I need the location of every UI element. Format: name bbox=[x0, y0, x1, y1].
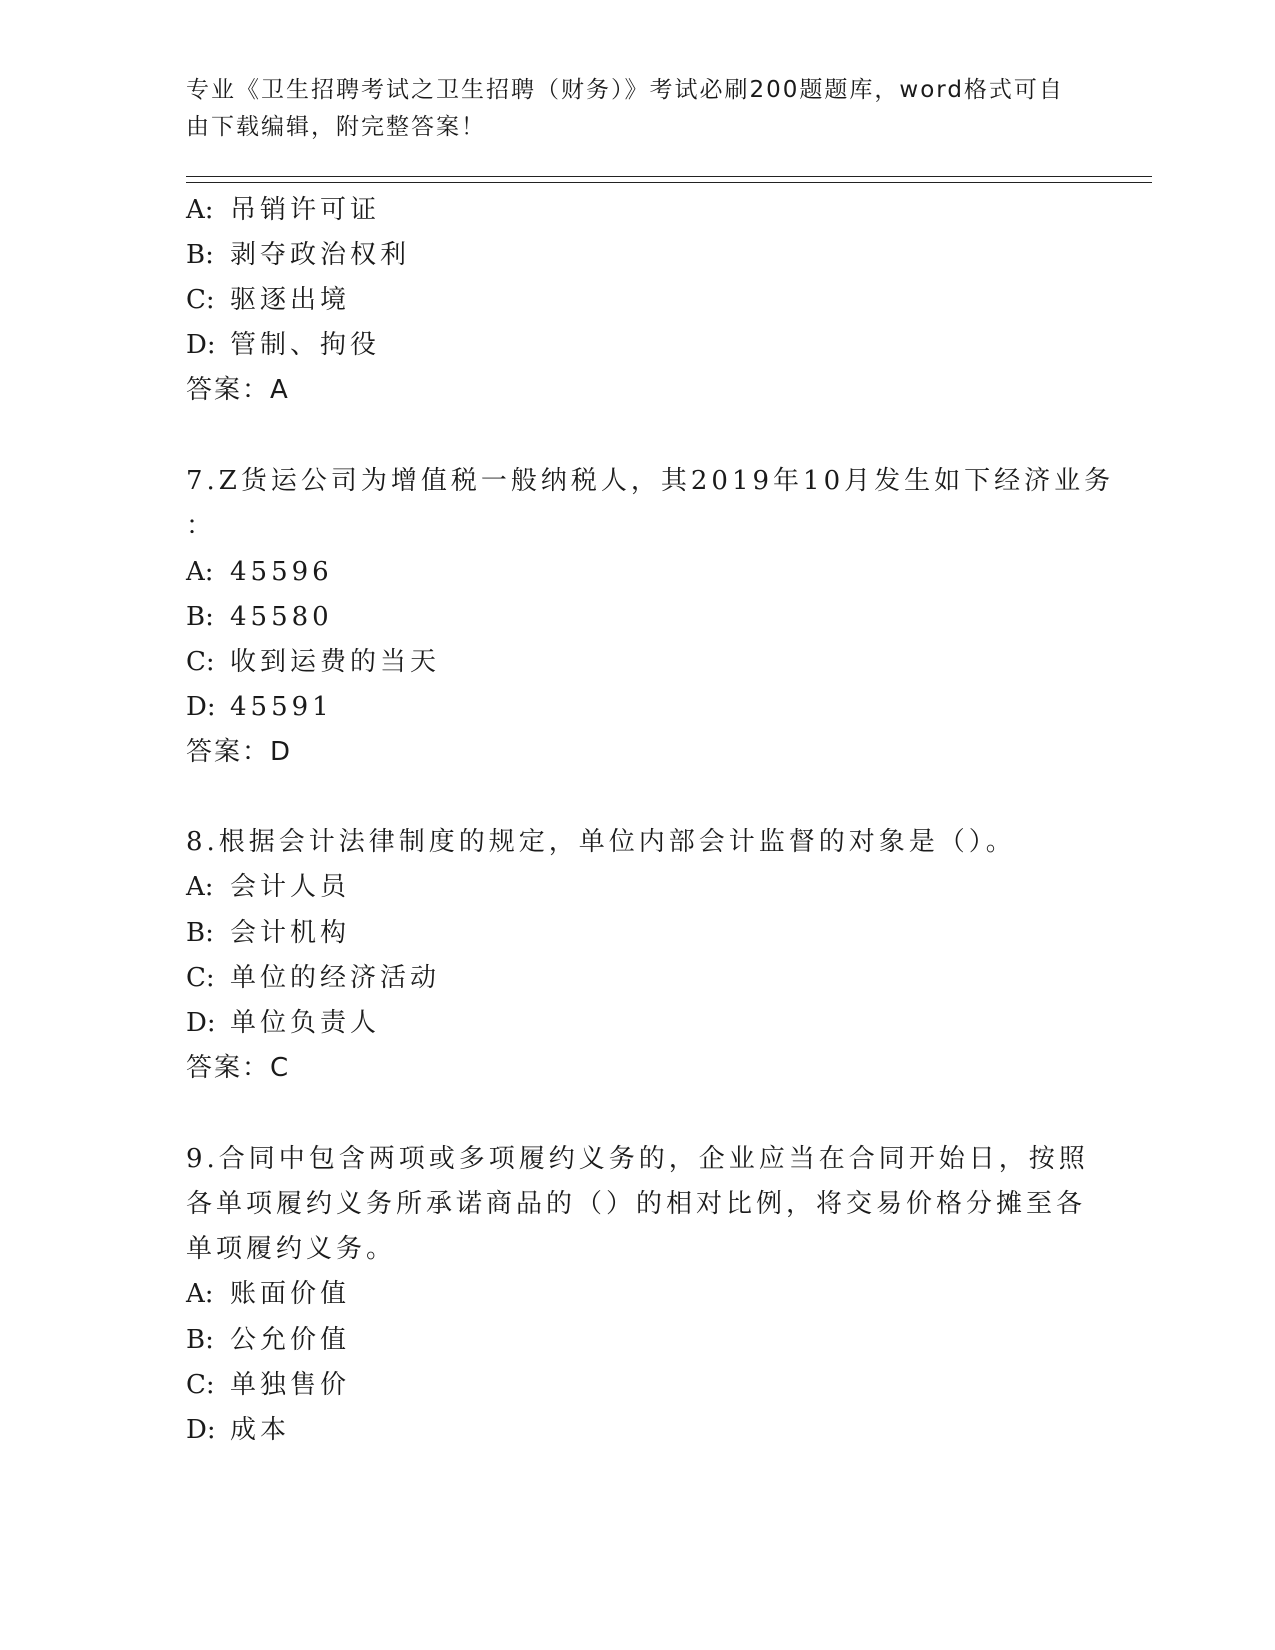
q8-option-a bbox=[186, 871, 350, 903]
q7-answer: 答案：D bbox=[186, 737, 293, 767]
header-divider-bottom bbox=[186, 182, 1152, 183]
q9-option-d bbox=[186, 1414, 290, 1446]
q6-option-c bbox=[186, 284, 350, 316]
q9-stem-line-3: 单项履约义务。 bbox=[186, 1234, 397, 1264]
option-text: 45596 bbox=[230, 557, 333, 587]
option-letter: A: bbox=[186, 557, 214, 587]
q6-option-a bbox=[186, 194, 380, 226]
q8-option-d bbox=[186, 1007, 380, 1039]
option-letter: C: bbox=[186, 1370, 215, 1400]
option-letter: D: bbox=[186, 692, 216, 722]
document-header bbox=[186, 72, 1066, 146]
option-letter: C: bbox=[186, 963, 215, 993]
option-text: 45580 bbox=[230, 602, 333, 632]
q7-stem-line-2: ： bbox=[186, 511, 217, 541]
q9-option-a bbox=[186, 1278, 350, 1310]
header-line-2: 由下载编辑，附完整答案！ bbox=[186, 114, 486, 140]
option-letter: D: bbox=[186, 330, 216, 360]
q9-option-c bbox=[186, 1369, 350, 1401]
option-letter: A: bbox=[186, 1279, 214, 1309]
q8-option-c bbox=[186, 962, 440, 994]
option-text: 吊销许可证 bbox=[230, 195, 381, 225]
option-text: 会计机构 bbox=[230, 918, 351, 948]
option-letter: C: bbox=[186, 647, 215, 677]
option-text: 单位负责人 bbox=[230, 1008, 381, 1038]
option-text: 账面价值 bbox=[230, 1279, 351, 1309]
q9-stem-line-1: 9.合同中包含两项或多项履约义务的，企业应当在合同开始日，按照 bbox=[186, 1144, 1089, 1174]
option-letter: B: bbox=[186, 602, 214, 632]
q8-option-b bbox=[186, 917, 350, 949]
option-letter: A: bbox=[186, 872, 214, 902]
option-letter: B: bbox=[186, 918, 214, 948]
q6-option-b bbox=[186, 239, 410, 271]
option-letter: D: bbox=[186, 1008, 216, 1038]
q8-answer: 答案：C bbox=[186, 1053, 291, 1083]
option-letter: A: bbox=[186, 195, 214, 225]
option-text: 收到运费的当天 bbox=[230, 647, 441, 677]
option-letter: D: bbox=[186, 1415, 216, 1445]
q7-option-d bbox=[186, 691, 333, 723]
q7-stem-line-1: 7.Z货运公司为增值税一般纳税人，其2019年10月发生如下经济业务 bbox=[186, 466, 1115, 496]
option-text: 会计人员 bbox=[230, 872, 351, 902]
q9-stem-line-2: 各单项履约义务所承诺商品的（）的相对比例，将交易价格分摊至各 bbox=[186, 1189, 1087, 1219]
option-letter: C: bbox=[186, 285, 215, 315]
option-text: 单位的经济活动 bbox=[230, 963, 441, 993]
q7-option-a bbox=[186, 556, 333, 588]
q6-answer: 答案：A bbox=[186, 375, 290, 405]
option-text: 管制、拘役 bbox=[230, 330, 381, 360]
option-text: 公允价值 bbox=[230, 1325, 351, 1355]
option-letter: B: bbox=[186, 240, 214, 270]
q6-option-d bbox=[186, 329, 380, 361]
header-line-1: 专业《卫生招聘考试之卫生招聘（财务）》考试必刷200题题库，word格式可自 bbox=[186, 77, 1064, 103]
q7-option-c bbox=[186, 646, 440, 678]
option-text: 成本 bbox=[230, 1415, 291, 1445]
q8-stem-line-1: 8.根据会计法律制度的规定，单位内部会计监督的对象是（）。 bbox=[186, 827, 1016, 857]
q9-option-b bbox=[186, 1324, 350, 1356]
q7-option-b bbox=[186, 601, 333, 633]
option-text: 单独售价 bbox=[230, 1370, 351, 1400]
option-text: 驱逐出境 bbox=[230, 285, 351, 315]
option-letter: B: bbox=[186, 1325, 214, 1355]
option-text: 剥夺政治权利 bbox=[230, 240, 411, 270]
option-text: 45591 bbox=[230, 692, 333, 722]
header-divider-top bbox=[186, 176, 1152, 177]
